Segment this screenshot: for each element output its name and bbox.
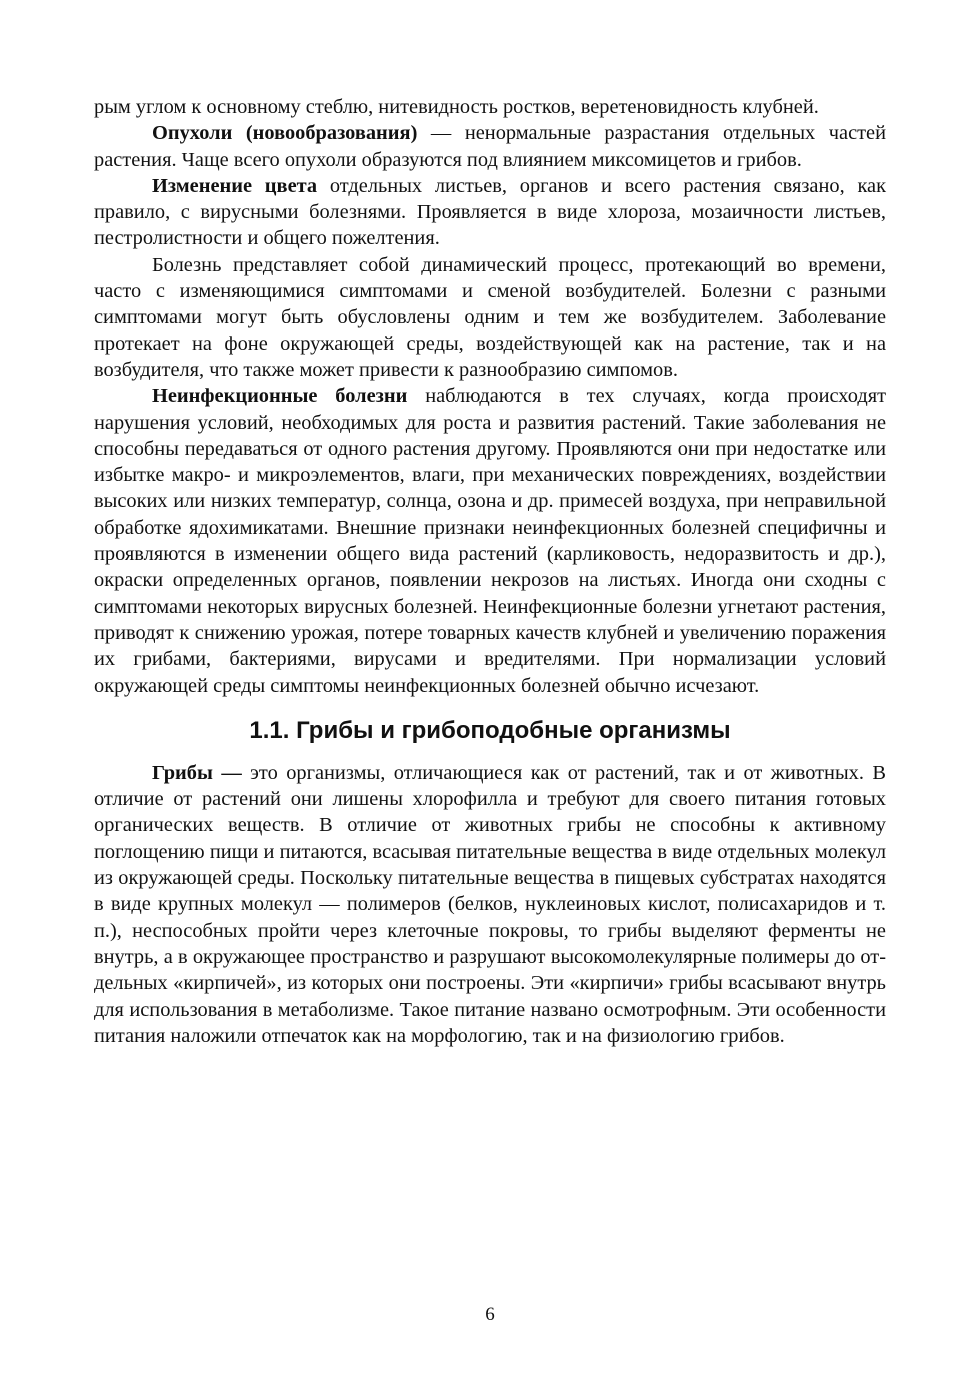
- paragraph-text: отдельных листьев, органов и всего растения связано, как правило, с вирусными болезнями. Проявляется в виде хлороза, мозаичности листьев, пестролистности и общего пожелтения.: [94, 174, 886, 250]
- section-heading: 1.1. Грибы и грибоподобные организмы: [249, 716, 731, 744]
- paragraph-noninfectious: [94, 383, 886, 699]
- term-fungi: Грибы —: [152, 761, 242, 784]
- paragraph-text: Болезнь представляет собой динамический процесс, протекающий во времени, часто с изменяющимися симптомами и сменой возбудителей. Болезни с разными симптомами могут быть обусловлены одним и тем же возбудителем. Заболевание протекает на фоне окружающей среды, воздействующей как на растение, так и на возбудителя, что также может привести к разнообразию симпомов.: [94, 253, 886, 381]
- paragraph-text: — ненормальные разрастания отдельных частей растения. Чаще всего опухоли образуются под влиянием миксомицетов и грибов.: [94, 122, 886, 171]
- document-page: [94, 94, 886, 1049]
- page-number: 6: [485, 1304, 495, 1325]
- paragraph-text: рым углом к основному стеблю, нитевидность ростков, веретеновидность клубней.: [94, 96, 819, 118]
- paragraph-text: это организмы, отличающиеся как от растений, так и от животных. В отличие от растений они лишены хлорофилла и требуют для своего питания готовых органических веществ. В отличие от животных грибы не способны к активному поглощению пищи и питаются, всасывая питательные вещества в виде отдельных молекул из окружающей среды. Поскольку питательные вещества в пищевых субстратах находятся в виде крупных молекул — полимеров (белков, нуклеиновых кислот, полисахаридов и т. п.), неспособных пройти через клеточные покровы, то грибы выделяют ферменты не внутрь, а в окружающее пространство и разрушают высокомолекулярные полимеры до отдельных «кирпичей», из которых они построены. Эти «кирпичи» грибы всасывают внутрь для использования в метаболизме. Такое питание названо осмотрофным. Эти особенности питания наложили отпечаток как на морфологию, так и на физиологию грибов.: [94, 761, 886, 1047]
- paragraph-continuation: [94, 94, 886, 120]
- paragraph-disease-process: [94, 252, 886, 383]
- paragraph-text: наблюдаются в тех случаях, когда происходят нарушения условий, необходимых для роста и развития растений. Такие заболевания не способны передаваться от одного растения другому. Проявляются они при недостатке или избытке макро- и микроэлементов, влаги, при механических повреждениях, воздействии высоких или низких температур, солнца, озона и др. примесей воздуха, при неправильной обработке ядохимикатами. Внешние признаки неинфекционных болезней специфичны и проявляются в изменении общего вида растений (карликовость, недоразвитость и др.), окраски определенных органов, появлении некрозов на листьях. Иногда они сходны с симптомами некоторых вирусных болезней. Неинфекционные болезни угнетают растения, приводят к снижению урожая, потере товарных качеств клубней и увеличению поражения их грибами, бактериями, вирусами и вредителями. При нормализации условий окружающей среды симптомы неинфекционных болезней обычно исчезают.: [94, 385, 886, 697]
- paragraph-tumors: [94, 120, 886, 173]
- paragraph-fungi: [94, 760, 886, 1049]
- term-color-change: Изменение цвета: [152, 174, 318, 197]
- term-noninfectious: Неинфекционные болезни: [152, 385, 408, 408]
- paragraph-color-change: [94, 173, 886, 252]
- term-tumors: Опухоли (новообразования): [152, 122, 418, 145]
